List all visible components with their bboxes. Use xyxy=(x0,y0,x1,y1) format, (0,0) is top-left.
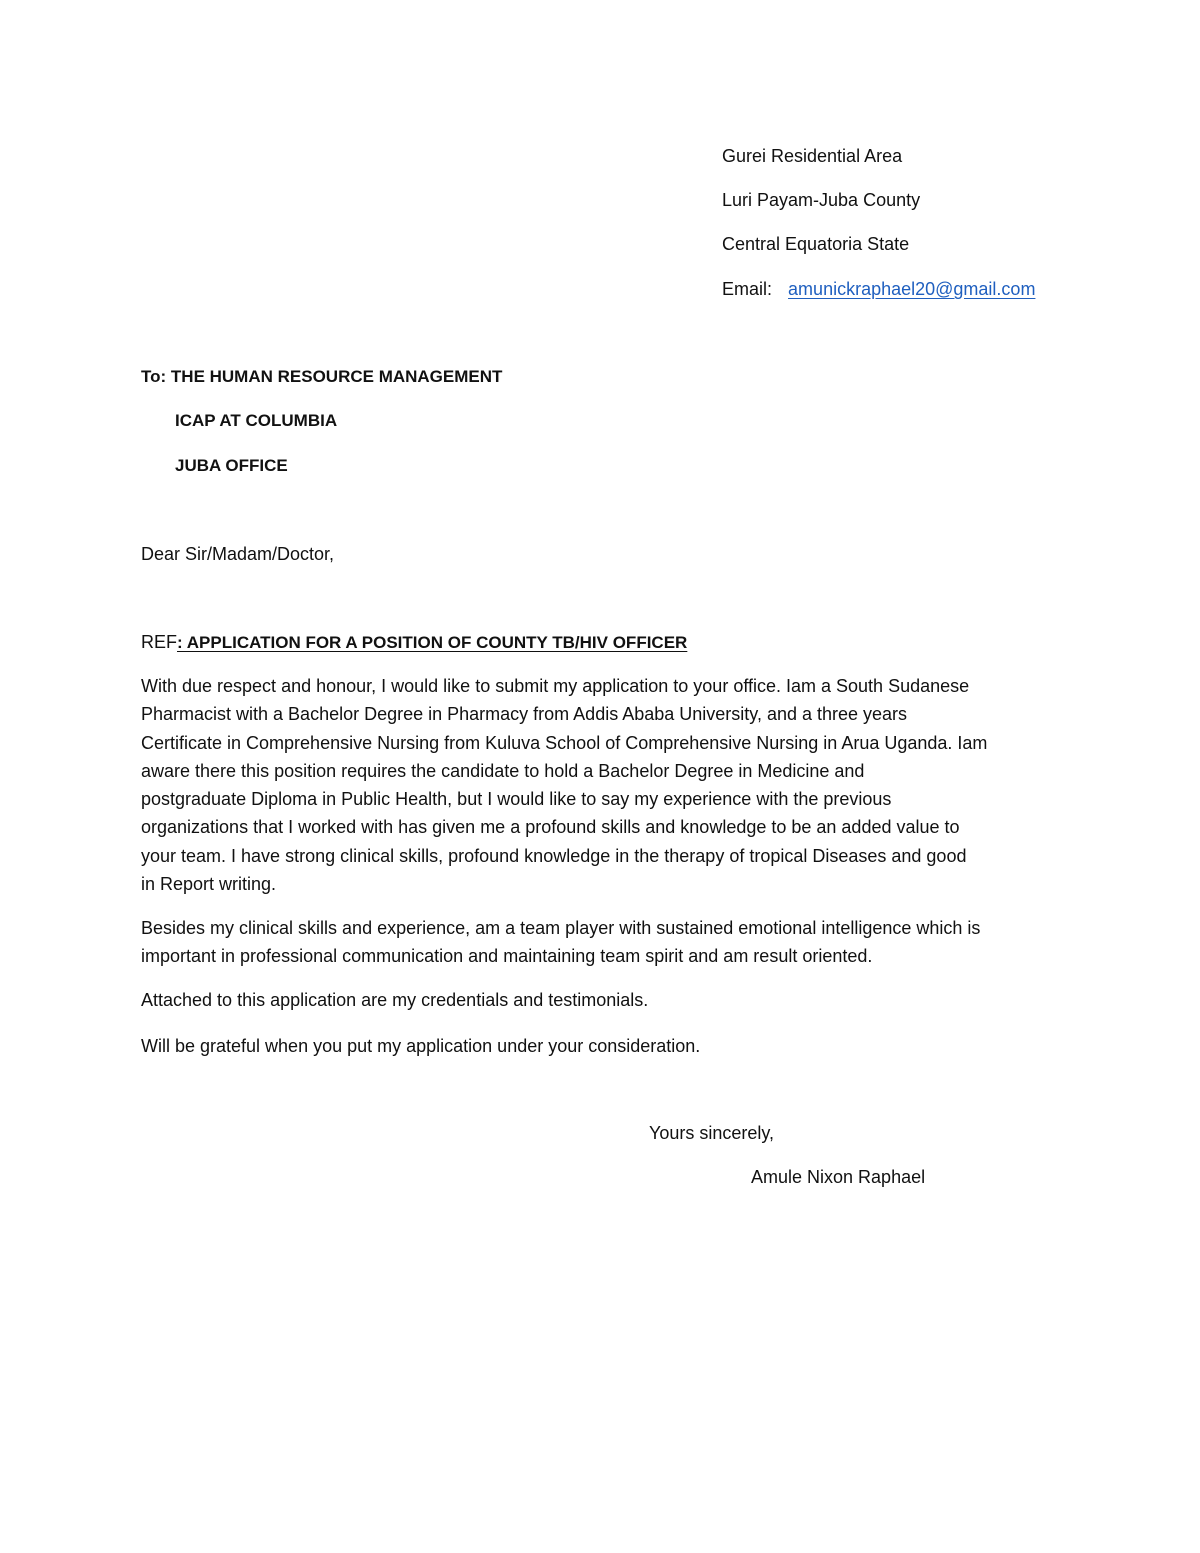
paragraph-2-line: Besides my clinical skills and experience, am a team player with sustained emotional intelligence which is xyxy=(141,918,981,938)
sender-address-line-2: Luri Payam-Juba County xyxy=(722,190,921,210)
reference-line xyxy=(141,631,687,654)
valediction: Yours sincerely, xyxy=(649,1123,775,1143)
paragraph-4-line: Will be grateful when you put my application under your consideration. xyxy=(141,1036,701,1056)
sender-address-line-1: Gurei Residential Area xyxy=(722,146,903,166)
body-paragraph-1 xyxy=(141,672,1066,898)
paragraph-1-line: organizations that I worked with has given me a profound skills and knowledge to be an added value to xyxy=(141,817,960,838)
ref-title: : APPLICATION FOR A POSITION OF COUNTY TB/HIV OFFICER xyxy=(177,633,688,652)
paragraph-1-line: Pharmacist with a Bachelor Degree in Pharmacy from Addis Ababa University, and a three years xyxy=(141,704,908,725)
ref-label: REF xyxy=(141,632,177,652)
email-label: Email: xyxy=(722,279,773,299)
paragraph-1-line: in Report writing. xyxy=(141,874,277,895)
sender-email-line xyxy=(722,278,1035,300)
recipient-line-1 xyxy=(141,366,502,388)
body-paragraph-4 xyxy=(141,1032,1066,1060)
signatory-name: Amule Nixon Raphael xyxy=(751,1167,926,1187)
paragraph-1-line: postgraduate Diploma in Public Health, but I would like to say my experience with the previous xyxy=(141,789,892,810)
to-label: To: xyxy=(141,367,167,386)
email-link[interactable]: amunickraphael20@gmail.com xyxy=(788,279,1036,299)
paragraph-2-line: important in professional communication and maintaining team spirit and am result oriented. xyxy=(141,946,873,967)
paragraph-1-line: your team. I have strong clinical skills, profound knowledge in the therapy of tropical Diseases and good xyxy=(141,845,967,866)
recipient-line-2: ICAP AT COLUMBIA xyxy=(175,411,338,430)
body-paragraph-2 xyxy=(141,914,1066,971)
salutation: Dear Sir/Madam/Doctor, xyxy=(141,544,335,564)
recipient-title: THE HUMAN RESOURCE MANAGEMENT xyxy=(170,367,503,386)
paragraph-1-line: aware there this position requires the candidate to hold a Bachelor Degree in Medicine and xyxy=(141,760,865,781)
recipient-line-3: JUBA OFFICE xyxy=(175,456,288,475)
paragraph-3-line: Attached to this application are my credentials and testimonials. xyxy=(141,990,649,1010)
body-paragraph-3 xyxy=(141,986,1066,1014)
sender-address-line-3: Central Equatoria State xyxy=(722,234,910,254)
paragraph-1-line: With due respect and honour, I would like to submit my application to your office. Iam a South Sudanese xyxy=(141,676,970,696)
paragraph-1-line: Certificate in Comprehensive Nursing from Kuluva School of Comprehensive Nursing in Arua Uganda. Iam xyxy=(141,732,988,753)
